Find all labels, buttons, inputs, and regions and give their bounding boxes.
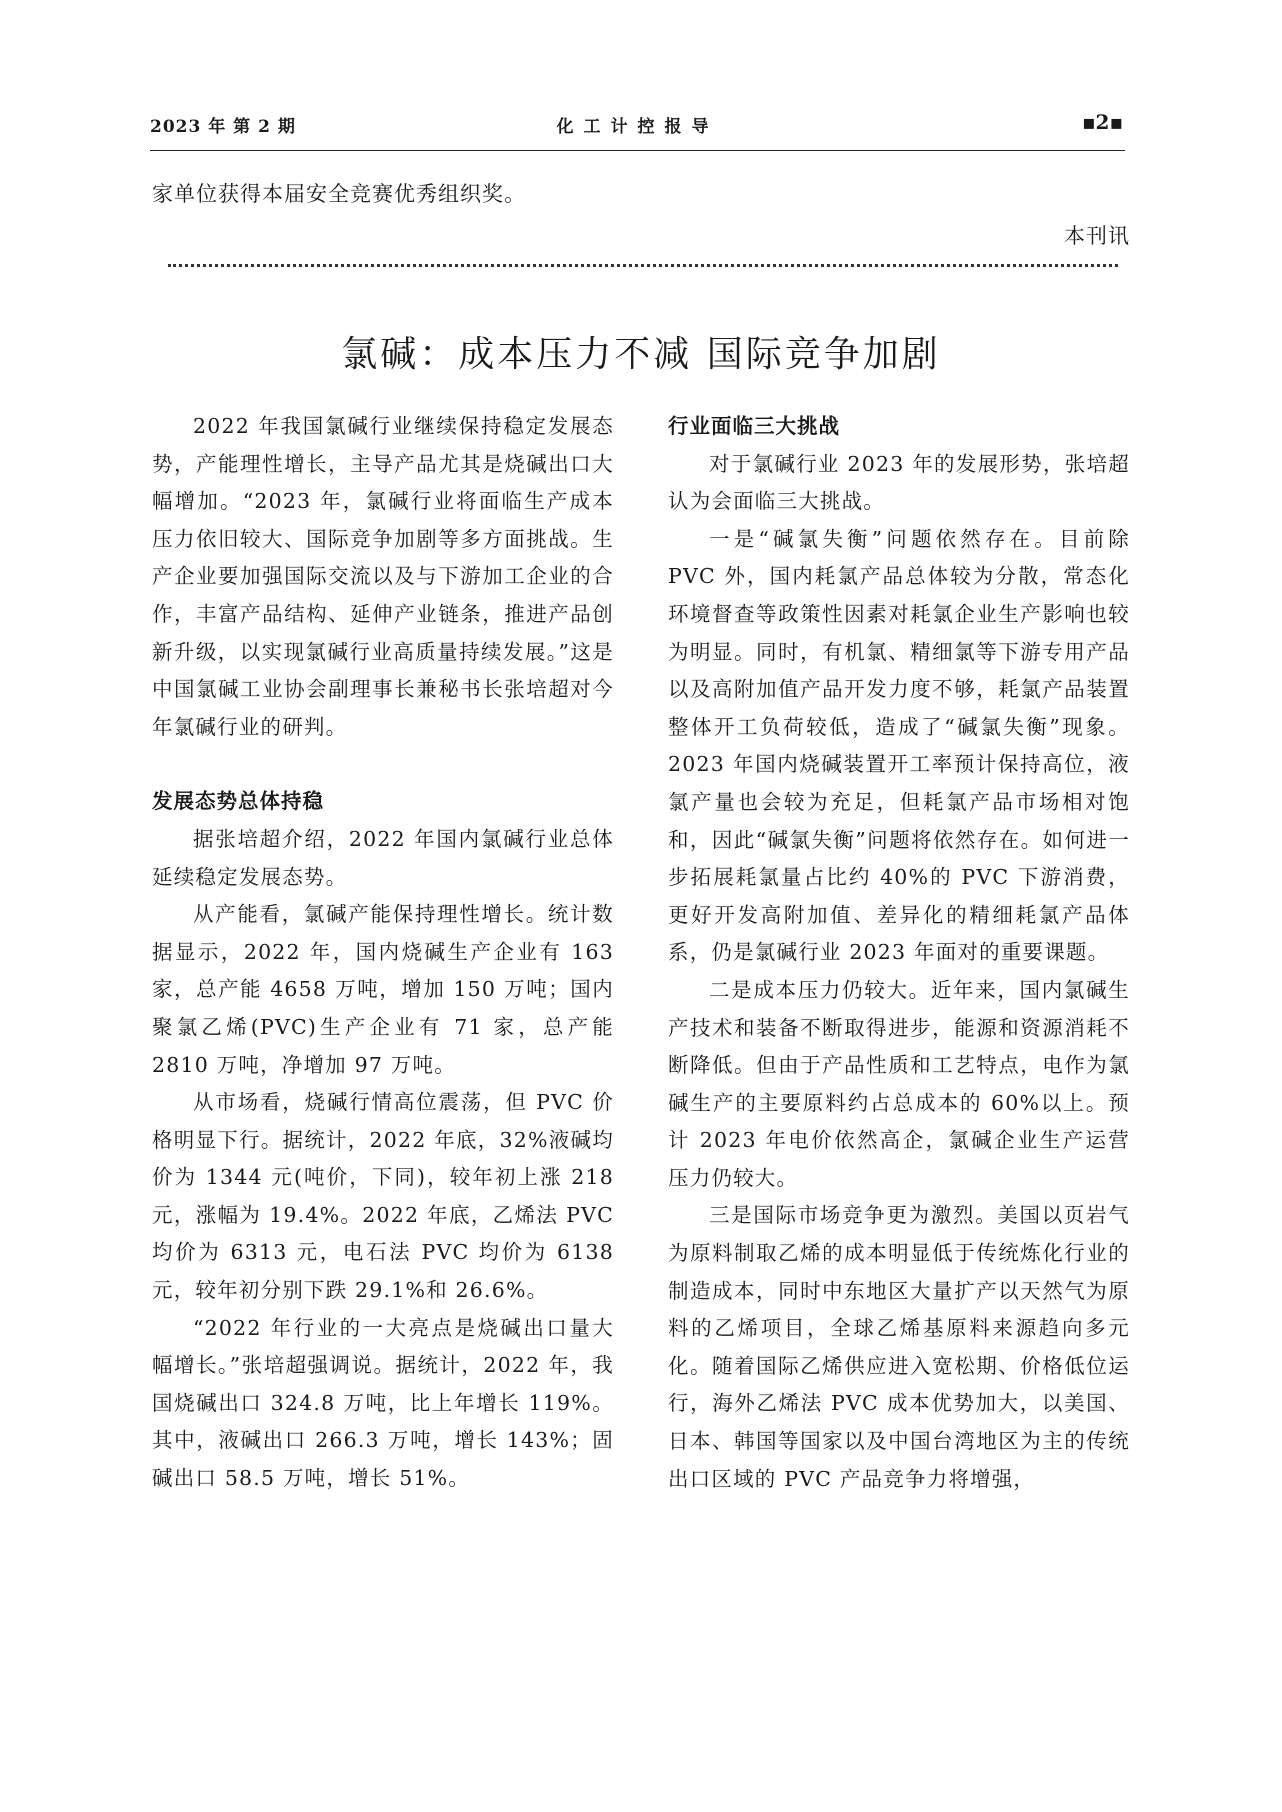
paragraph: “2022 年行业的一大亮点是烧碱出口量大幅增长。”张培超强调说。据统计，2022 年，我国烧碱出口 324.8 万吨，比上年增长 119%。其中，液碱出口 266.3 万吨，增长 143%；固碱出口 58.5 万吨，增长 51%。 [152, 1315, 614, 1491]
paragraph: 一是“碱氯失衡”问题依然存在。目前除 PVC 外，国内耗氯产品总体较为分散，常态化环境督查等政策性因素对耗氯企业生产影响也较为明显。同时，有机氯、精细氯等下游专用产品以及高附加值产品开发力度不够，耗氯产品装置整体开工负荷较低，造成了“碱氯失衡”现象。2023 年国内烧碱装置开工率预计保持高位，液氯产量也会较为充足，但耗氯产品市场相对饱和，因此“碱氯失衡”问题将依然存在。如何进一步拓展耗氯量占比约 40%的 PVC 下游消费，更好开发高附加值、差异化的精细耗氯产品体系，仍是氯碱行业 2023 年面对的重要课题。 [668, 526, 1130, 965]
paragraph: 二是成本压力仍较大。近年来，国内氯碱生产技术和装备不断取得进步，能源和资源消耗不断降低。但由于产品性质和工艺特点，电作为氯碱生产的主要原料约占总成本的 60%以上。预计 2023 年电价依然高企，氯碱企业生产运营压力仍较大。 [668, 977, 1130, 1190]
right-column [668, 408, 1130, 1498]
article-title: 氯碱：成本压力不减 国际竞争加剧 [341, 334, 941, 376]
paragraph: 三是国际市场竞争更为激烈。美国以页岩气为原料制取乙烯的成本明显低于传统炼化行业的制造成本，同时中东地区大量扩产以天然气为原料的乙烯项目，全球乙烯基原料来源趋向多元化。随着国际乙烯供应进入宽松期、价格低位运行，海外乙烯法 PVC 成本优势加大，以美国、日本、韩国等国家以及中国台湾地区为主的传统出口区域的 PVC 产品竞争力将增强， [668, 1203, 1130, 1491]
previous-article-ending: 家单位获得本届安全竞赛优秀组织奖。 [152, 182, 526, 206]
paragraph: 对于氯碱行业 2023 年的发展形势，张培超认为会面临三大挑战。 [668, 451, 1130, 514]
page-number: ▪2▪ [1081, 110, 1123, 134]
left-column [152, 408, 614, 1498]
section-gap [152, 746, 614, 783]
section-heading-challenges: 行业面临三大挑战 [668, 414, 840, 438]
page-header [150, 112, 1125, 140]
dotted-separator [168, 264, 1118, 267]
intro-paragraph: 2022 年我国氯碱行业继续保持稳定发展态势，产能理性增长，主导产品尤其是烧碱出口大幅增加。“2023 年，氯碱行业将面临生产成本压力依旧较大、国际竞争加剧等多方面挑战。生产企业要加强国际交流以及与下游加工企业的合作，丰富产品结构、延伸产业链条，推进产品创新升级，以实现氯碱行业高质量持续发展。”这是中国氯碱工业协会副理事长兼秘书长张培超对今年氯碱行业的研判。 [152, 414, 614, 739]
section-heading-stable: 发展态势总体持稳 [152, 789, 324, 814]
header-rule [150, 150, 1125, 151]
paragraph: 据张培超介绍，2022 年国内氯碱行业总体延续稳定发展态势。 [152, 826, 614, 889]
paragraph: 从市场看，烧碱行情高位震荡，但 PVC 价格明显下行。据统计，2022 年底，32%液碱均价为 1344 元(吨价，下同)，较年初上涨 218 元，涨幅为 19.4%。2022 年底，乙烯法 PVC 均价为 6313 元，电石法 PVC 均价为 6138 元，较年初分别下跌 29.1%和 26.6%。 [152, 1090, 614, 1303]
journal-name: 化工计控报导 [556, 117, 719, 137]
issue-label: 2023 年 第 2 期 [150, 117, 296, 137]
previous-article-byline: 本刊讯 [1064, 224, 1130, 248]
paragraph: 从产能看，氯碱产能保持理性增长。统计数据显示，2022 年，国内烧碱生产企业有 163 家，总产能 4658 万吨，增加 150 万吨；国内聚氯乙烯(PVC)生产企业有 71 家，总产能 2810 万吨，净增加 97 万吨。 [152, 902, 614, 1077]
